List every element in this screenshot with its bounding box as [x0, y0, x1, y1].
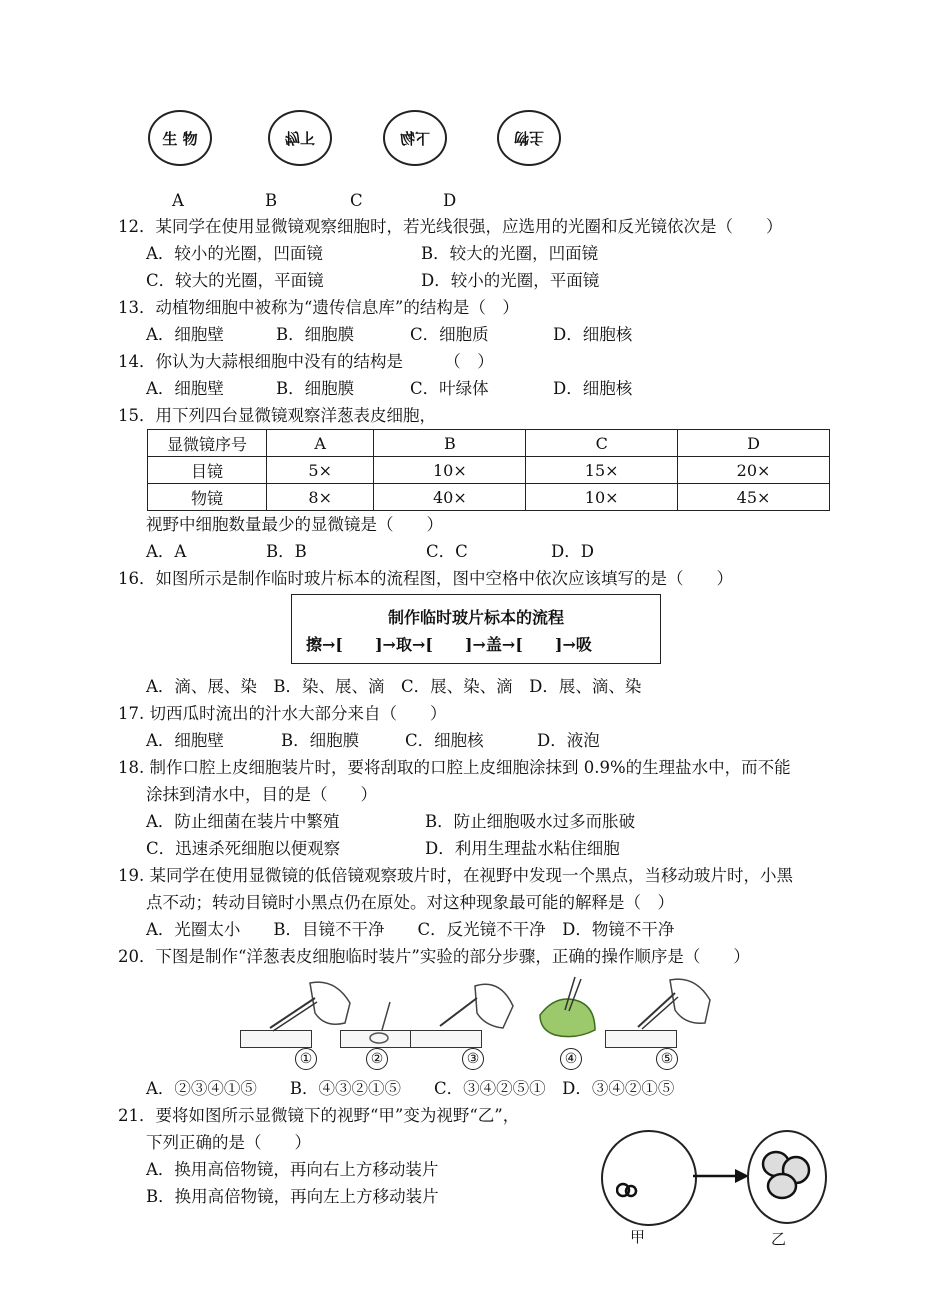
- q15-option-a: A．A: [146, 542, 187, 561]
- hand-tweezers-icon: [630, 975, 715, 1035]
- q14-option-c: C．叶绿体: [410, 379, 489, 398]
- table-row: [148, 457, 830, 484]
- q13-option-c: C．细胞质: [410, 325, 489, 344]
- table-cell: 5×: [267, 457, 374, 484]
- q15-option-c: C．C: [426, 542, 468, 561]
- q11-circle-a: [148, 110, 212, 166]
- table-cell: 10×: [374, 457, 526, 484]
- onion-peel-icon: [535, 975, 600, 1045]
- table-cell: 15×: [526, 457, 678, 484]
- q13-option-d: D．细胞核: [553, 325, 633, 344]
- q11-circle-b-text: 物下: [284, 128, 315, 147]
- q15-option-b: B．B: [266, 542, 307, 561]
- q12-stem: 12．某同学在使用显微镜观察细胞时，若光线很强，应选用的光圈和反光镜依次是（ ）: [118, 217, 783, 236]
- table-cell: 20×: [678, 457, 830, 484]
- q18-option-d: D．利用生理盐水粘住细胞: [425, 839, 620, 858]
- q18-stem-line1: 18. 制作口腔上皮细胞装片时，要将刮取的口腔上皮细胞涂抹到 0.9%的生理盐水中，而不能: [118, 758, 791, 777]
- q14-option-b: B．细胞膜: [276, 379, 355, 398]
- field-label-yi: 乙: [771, 1230, 787, 1248]
- q12-option-b: B．较大的光圈，凹面镜: [421, 244, 599, 263]
- q15-stem: 15．用下列四台显微镜观察洋葱表皮细胞，: [118, 406, 436, 425]
- arrow-right-icon: [693, 1168, 749, 1184]
- hand-tweezers-icon: [265, 978, 355, 1038]
- flowchart-steps: 擦→[ ]→取→[ ]→盖→[ ]→吸: [306, 635, 592, 654]
- q21-option-a: A．换用高倍物镜，再向右上方移动装片: [146, 1160, 439, 1179]
- q21-stem-line2: 下列正确的是（ ）: [146, 1133, 311, 1152]
- q14-option-d: D．细胞核: [553, 379, 633, 398]
- q12-option-c: C．较大的光圈，平面镜: [146, 271, 324, 290]
- water-drop-icon: [362, 1000, 402, 1045]
- field-label-jia: 甲: [630, 1228, 646, 1246]
- q13-option-a: A．细胞壁: [146, 325, 224, 344]
- table-cell: C: [526, 430, 678, 457]
- q17-option-a: A．细胞壁: [146, 731, 224, 750]
- q16-options: A．滴、展、染 B．染、展、滴 C．展、染、滴 D．展、滴、染: [146, 677, 642, 696]
- q15-option-d: D．D: [551, 542, 594, 561]
- table-cell: 45×: [678, 484, 830, 511]
- microscope-table: [147, 429, 830, 511]
- step-number: ③: [462, 1048, 484, 1070]
- q11-circle-c: [383, 110, 447, 166]
- q16-stem: 16．如图所示是制作临时玻片标本的流程图，图中空格中依次应该填写的是（ ）: [118, 569, 733, 588]
- table-cell: 10×: [526, 484, 678, 511]
- hand-dropper-icon: [425, 978, 515, 1038]
- cell-cluster-icon: [616, 1181, 638, 1199]
- q11-circle-a-text: 生 物: [162, 129, 198, 148]
- step-number: ⑤: [656, 1048, 678, 1070]
- q11-circle-d-text: 主物: [513, 128, 544, 147]
- table-cell: 40×: [374, 484, 526, 511]
- q13-stem: 13．动植物细胞中被称为“遗传信息库”的结构是（ ）: [118, 298, 519, 317]
- q14-stem: 14．你认为大蒜根细胞中没有的结构是 （ ）: [118, 352, 494, 371]
- q18-option-b: B．防止细胞吸水过多而胀破: [425, 812, 636, 831]
- q17-option-b: B．细胞膜: [281, 731, 360, 750]
- table-cell: 显微镜序号: [148, 430, 267, 457]
- q13-option-b: B．细胞膜: [276, 325, 355, 344]
- q11-circle-b: [268, 110, 332, 166]
- q14-option-a: A．细胞壁: [146, 379, 224, 398]
- magnified-cells-icon: [758, 1148, 816, 1202]
- q11-circle-c-text: 下物: [399, 129, 430, 148]
- q19-options: A．光圈太小 B．目镜不干净 C．反光镜不干净 D．物镜不干净: [146, 920, 675, 939]
- table-row: [148, 484, 830, 511]
- q19-stem-line1: 19. 某同学在使用显微镜的低倍镜观察玻片时，在视野中发现一个黑点，当移动玻片时，小黑: [118, 866, 793, 885]
- table-cell: 物镜: [148, 484, 267, 511]
- q11-label-d: D: [443, 191, 457, 210]
- q21-option-b: B．换用高倍物镜，再向左上方移动装片: [146, 1187, 439, 1206]
- step-number: ②: [366, 1048, 388, 1070]
- flowchart-title: 制作临时玻片标本的流程: [387, 608, 564, 627]
- q18-stem-line2: 涂抹到清水中，目的是（ ）: [146, 785, 377, 804]
- q18-option-a: A．防止细菌在装片中繁殖: [146, 812, 340, 831]
- q21-stem-line1: 21．要将如图所示显微镜下的视野“甲”变为视野“乙”，: [118, 1106, 520, 1125]
- field-of-view-jia: [601, 1130, 697, 1226]
- q20-options: A．②③④①⑤ B．④③②①⑤ C．③④②⑤① D．③④②①⑤: [146, 1079, 675, 1098]
- q11-label-c: C: [350, 191, 363, 210]
- step-number: ④: [560, 1048, 582, 1070]
- q17-stem: 17. 切西瓜时流出的汁水大部分来自（ ）: [118, 704, 447, 723]
- table-cell: 目镜: [148, 457, 267, 484]
- step-number: ①: [295, 1048, 317, 1070]
- q16-flowchart: [291, 594, 661, 664]
- q12-option-a: A．较小的光圈，凹面镜: [146, 244, 323, 263]
- table-row: [148, 430, 830, 457]
- table-cell: B: [374, 430, 526, 457]
- table-cell: 8×: [267, 484, 374, 511]
- q11-label-b: B: [265, 191, 278, 210]
- q20-stem: 20．下图是制作“洋葱表皮细胞临时装片”实验的部分步骤，正确的操作顺序是（ ）: [118, 947, 750, 966]
- q18-option-c: C．迅速杀死细胞以便观察: [146, 839, 341, 858]
- q15-question: 视野中细胞数量最少的显微镜是（ ）: [146, 515, 443, 534]
- q12-option-d: D．较小的光圈，平面镜: [421, 271, 600, 290]
- q17-option-c: C．细胞核: [405, 731, 484, 750]
- q19-stem-line2: 点不动；转动目镜时小黑点仍在原处。对这种现象最可能的解释是（ ）: [146, 893, 674, 912]
- q11-label-a: A: [172, 191, 184, 210]
- table-cell: D: [678, 430, 830, 457]
- q11-circle-d: [497, 110, 561, 166]
- table-cell: A: [267, 430, 374, 457]
- q17-option-d: D．液泡: [537, 731, 600, 750]
